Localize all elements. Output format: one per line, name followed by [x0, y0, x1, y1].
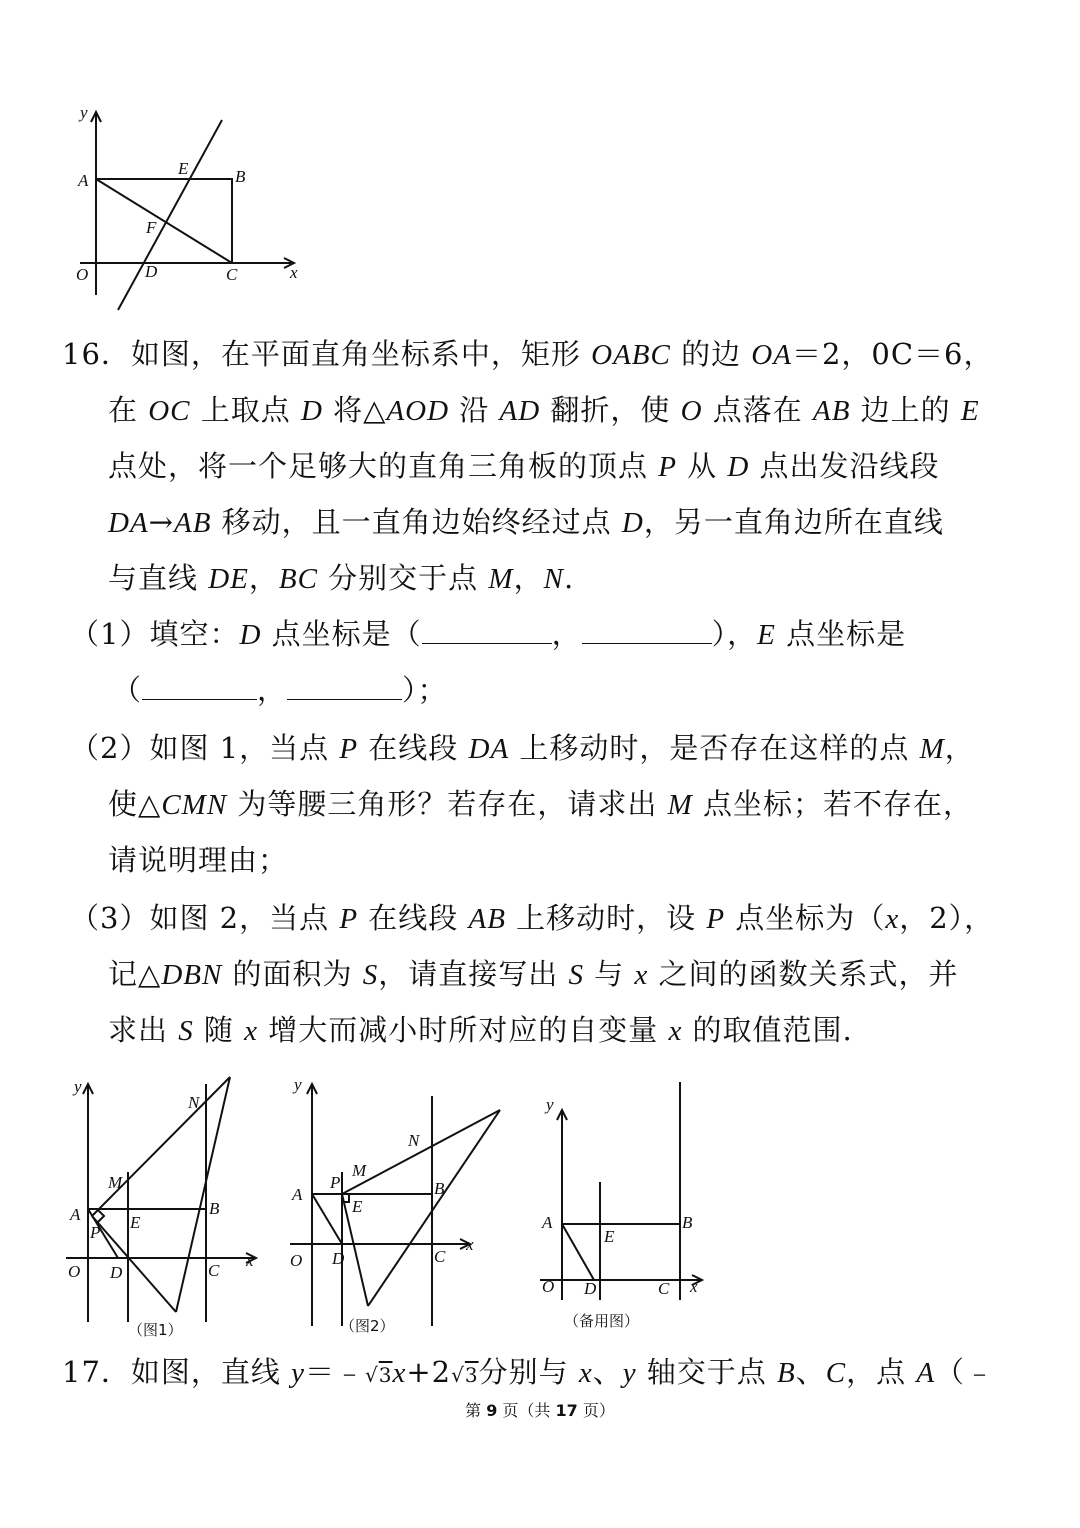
label-x: x	[466, 1235, 474, 1254]
label-x: x	[246, 1251, 254, 1270]
label-a: A	[292, 1185, 303, 1204]
page-total: 17	[555, 1401, 578, 1420]
sqrt-symbol: √3	[451, 1363, 479, 1387]
q16-line-2: 在 OC 上取点 D 将△AOD 沿 AD 翻折，使 O 点落在 AB 边上的 E	[108, 393, 980, 427]
q16-part2-line-a: （2）如图 1，当点 P 在线段 DA 上移动时，是否存在这样的点 M，	[70, 731, 975, 765]
label-e: E	[604, 1227, 615, 1246]
q17-number: 17．	[62, 1355, 131, 1389]
answer-blank[interactable]	[287, 671, 402, 700]
label-o: O	[542, 1277, 555, 1296]
label-c: C	[658, 1279, 670, 1298]
label-c: C	[208, 1261, 220, 1280]
label-y: y	[546, 1095, 554, 1114]
label-y: y	[294, 1076, 302, 1094]
label-m: M	[108, 1173, 123, 1192]
label-m: M	[352, 1161, 367, 1180]
q16-line-1: 16．如图，在平面直角坐标系中，矩形 OABC 的边 OA＝2，0C＝6，	[62, 337, 994, 371]
label-o: O	[290, 1251, 303, 1270]
q16-part3-line-c: 求出 S 随 x 增大而减小时所对应的自变量 x 的取值范围.	[108, 1013, 853, 1047]
line-ed	[118, 120, 222, 310]
q16-part1-line-a: （1）填空：D 点坐标是（ ， ），E 点坐标是	[70, 617, 907, 651]
label-b: B	[235, 167, 246, 186]
q16-line-3: 点处，将一个足够大的直角三角板的顶点 P 从 D 点出发沿线段	[108, 449, 940, 483]
label-e: E	[352, 1197, 363, 1216]
line-ac	[96, 179, 232, 263]
label-d: D	[110, 1263, 123, 1282]
answer-blank[interactable]	[142, 671, 257, 700]
label-x: x	[290, 263, 298, 282]
figure-top	[60, 100, 320, 315]
label-d: D	[145, 262, 158, 281]
label-y: y	[80, 103, 88, 122]
q16-part1-line-b: （ ， ）；	[112, 673, 448, 707]
figure-2	[282, 1076, 512, 1348]
figure-caption: （备用图）	[564, 1312, 640, 1330]
label-d: D	[332, 1249, 345, 1268]
q16-part2-line-b: 使△CMN 为等腰三角形？若存在，请求出 M 点坐标；若不存在，	[108, 787, 973, 821]
label-o: O	[68, 1262, 81, 1281]
label-b: B	[209, 1199, 220, 1218]
label-f: F	[146, 218, 157, 237]
label-d: D	[584, 1279, 597, 1298]
sqrt-symbol: √3	[365, 1363, 393, 1387]
page-footer: 第 9 页（共 17 页）	[465, 1401, 615, 1420]
label-n: N	[408, 1131, 420, 1150]
q16-part3-line-b: 记△DBN 的面积为 S，请直接写出 S 与 x 之间的函数关系式，并	[108, 957, 959, 991]
label-x: x	[690, 1277, 698, 1296]
figure-caption: （图1）	[128, 1321, 183, 1339]
label-n: N	[188, 1093, 200, 1112]
q16-line-5: 与直线 DE，BC 分别交于点 M，N.	[108, 561, 575, 595]
figure-1	[60, 1072, 270, 1347]
label-a: A	[70, 1205, 81, 1224]
label-c: C	[434, 1247, 446, 1266]
label-e: E	[130, 1213, 141, 1232]
figure-3-spare	[534, 1080, 714, 1340]
label-p: P	[330, 1173, 341, 1192]
q17-line-1: 17．如图，直线 y＝﹣√3x+2√3分别与 x、y 轴交于点 B、C，点 A（﹣	[62, 1355, 996, 1389]
label-o: O	[76, 265, 89, 284]
label-a: A	[78, 171, 89, 190]
q16-line-4: DA→AB 移动，且一直角边始终经过点 D，另一直角边所在直线	[108, 505, 944, 539]
label-b: B	[682, 1213, 693, 1232]
q16-part2-line-c: 请说明理由；	[108, 843, 289, 877]
label-e: E	[178, 159, 189, 178]
label-a: A	[542, 1213, 553, 1232]
answer-blank[interactable]	[422, 615, 552, 644]
q16-part3-line-a: （3）如图 2，当点 P 在线段 AB 上移动时，设 P 点坐标为（x，2），	[70, 901, 995, 935]
label-b: B	[434, 1179, 445, 1198]
q16-number: 16．	[62, 337, 131, 371]
label-p: P	[90, 1223, 101, 1242]
page-number: 9	[486, 1401, 498, 1420]
figure-caption: （图2）	[340, 1317, 395, 1335]
answer-blank[interactable]	[582, 615, 712, 644]
label-c: C	[226, 265, 238, 284]
label-y: y	[74, 1077, 82, 1096]
